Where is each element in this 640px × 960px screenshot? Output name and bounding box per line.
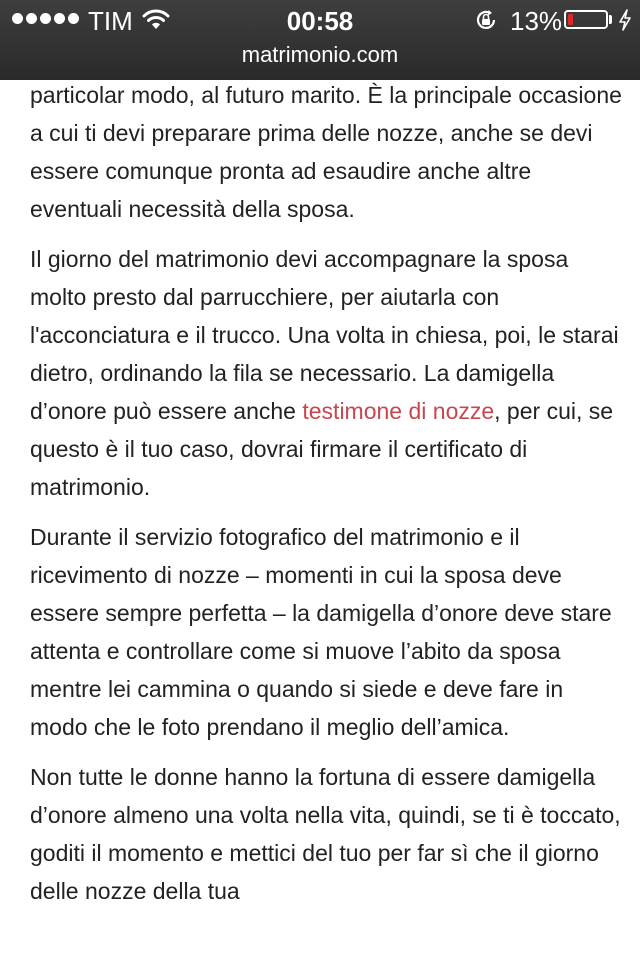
status-time: 00:58 [286,6,354,36]
battery-level-fill [568,14,573,25]
battery-cap [609,15,612,24]
rotation-lock-icon [474,8,498,32]
article-paragraph: Non tutte le donne hanno la fortuna di essere damigella d’onore almeno una volta nella vita, quindi, se ti è toccato, goditi il momento e mettici del tuo per far sì che il giorno delle nozze della tua [30,764,621,904]
charging-bolt-icon [618,9,632,31]
paragraph-text: , per cui, se questo è il tuo caso, dovrai firmare il certificato di matrimonio. [30,398,614,500]
testimone-di-nozze-link[interactable]: testimone di nozze [302,398,495,424]
carrier-name: TIM [88,6,133,36]
article-body [30,76,624,922]
battery-percentage: 13% [510,6,563,36]
article-paragraph: Durante il servizio fotografico del matrimonio e il ricevimento di nozze – momenti in cui la sposa deve essere sempre perfetta – la damigella d’onore deve stare attenta e controllare come si muove l’abito da sposa mentre lei cammina o quando si siede e deve fare in modo che le foto prendano il meglio dell’amica. [30,524,612,740]
paragraph-text: Il giorno del matrimonio devi accompagnare la sposa molto presto dal parrucchiere, per aiutarla con l'acconciatura e il trucco. Una volta in chiesa, poi, le starai dietro, ordinando la fila se necessario. La damigella d’onore può essere anche [30,246,619,424]
browser-top-bar [0,0,640,80]
article-paragraph [30,240,624,506]
address-bar-url[interactable]: matrimonio.com [241,42,399,67]
battery-icon [564,10,608,29]
status-bar [0,0,640,40]
article-paragraph: particolar modo, al futuro marito. È la principale occasione a cui ti devi preparare prima delle nozze, anche se devi essere comunque pronta ad esaudire anche altre eventuali necessità della sposa. [30,82,622,222]
